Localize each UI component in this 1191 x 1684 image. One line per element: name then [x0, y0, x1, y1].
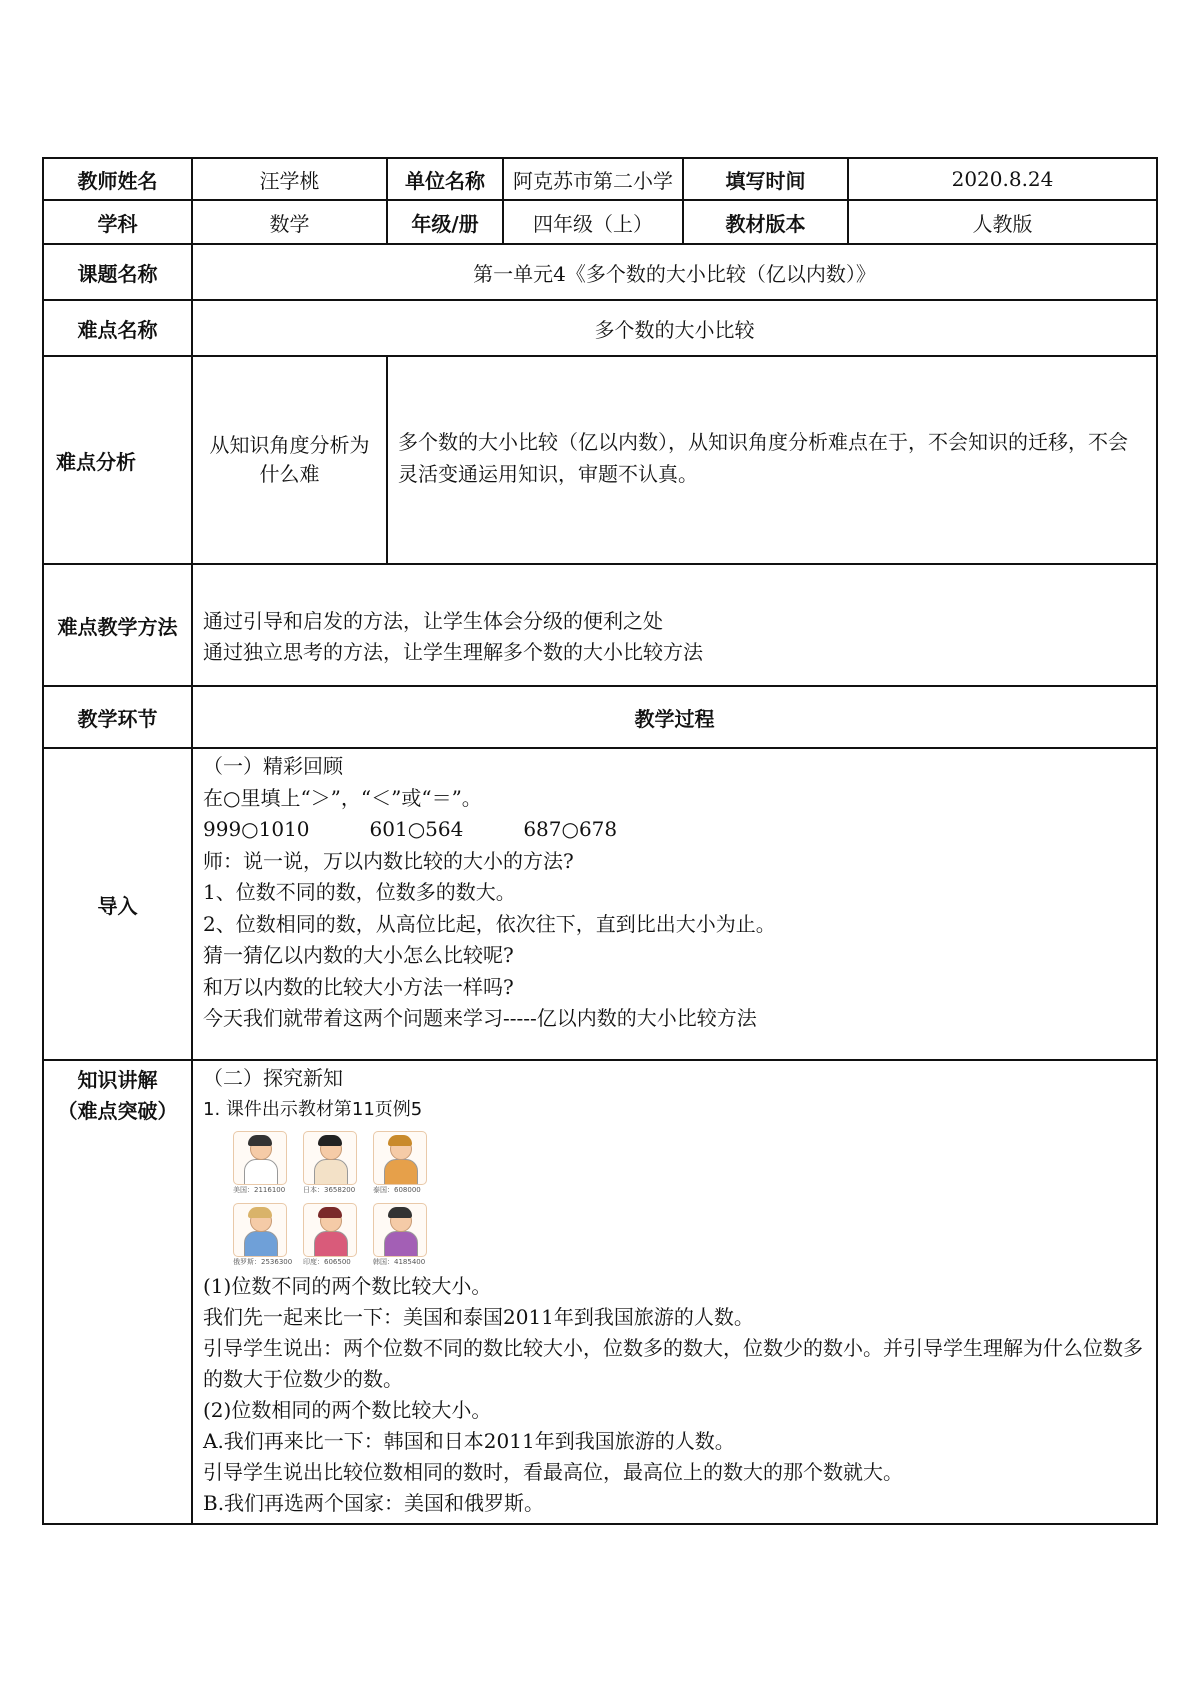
- country-figure-caption: 日本：3658200: [303, 1186, 356, 1194]
- difficulty-label: 难点名称: [43, 300, 192, 356]
- topic-value: 第一单元4《多个数的大小比较（亿以内数）》: [192, 244, 1157, 300]
- knowledge-label: [43, 1060, 192, 1524]
- knowledge-line: (2)位数相同的两个数比较大小。: [203, 1398, 492, 1422]
- edition-value: 人教版: [848, 200, 1157, 244]
- method-line: 通过独立思考的方法，让学生理解多个数的大小比较方法: [203, 640, 703, 664]
- country-figure: [373, 1131, 425, 1195]
- lesson-plan-sheet: [42, 157, 1156, 1525]
- intro-line: 在○里填上“＞”，“＜”或“＝”。: [203, 785, 482, 810]
- person-illustration-icon: [373, 1131, 427, 1185]
- intro-line: 猜一猜亿以内数的大小怎么比较呢?: [203, 943, 514, 967]
- knowledge-text: [192, 1060, 1157, 1524]
- knowledge-label-line1: 知识讲解: [77, 1068, 158, 1092]
- knowledge-line: 我们先一起来比一下：美国和泰国2011年到我国旅游的人数。: [203, 1305, 754, 1329]
- intro-text: [192, 748, 1157, 1060]
- intro-line: （一）精彩回顾: [203, 754, 343, 778]
- country-figure-caption: 印度：606500: [303, 1258, 351, 1266]
- difficulty-value: 多个数的大小比较: [192, 300, 1157, 356]
- unit-name-label: 单位名称: [387, 158, 503, 200]
- knowledge-heading: （二）探究新知: [203, 1066, 343, 1090]
- person-illustration-icon: [233, 1203, 287, 1257]
- intro-label: 导入: [43, 748, 192, 1060]
- analysis-text: 多个数的大小比较（亿以内数），从知识角度分析难点在于，不会知识的迁移，不会灵活变通运用知识，审题不认真。: [387, 356, 1157, 564]
- process-label: 教学过程: [192, 686, 1157, 748]
- edition-label: 教材版本: [683, 200, 848, 244]
- intro-row: [43, 748, 1157, 1060]
- grade-label: 年级/册: [387, 200, 503, 244]
- knowledge-line: A.我们再来比一下：韩国和日本2011年到我国旅游的人数。: [203, 1429, 735, 1453]
- subject-value: 数学: [192, 200, 387, 244]
- intro-line: 1、位数不同的数，位数多的数大。: [203, 880, 516, 904]
- country-figure: [233, 1203, 293, 1267]
- method-row: [43, 564, 1157, 686]
- country-figure-caption: 韩国：4185400: [373, 1258, 426, 1266]
- person-illustration-icon: [303, 1203, 357, 1257]
- knowledge-line: B.我们再选两个国家：美国和俄罗斯。: [203, 1491, 545, 1515]
- method-label: 难点教学方法: [43, 564, 192, 686]
- intro-line: 999○1010 601○564 687○678: [203, 817, 618, 841]
- country-figure: [303, 1203, 355, 1267]
- knowledge-label-line2: （难点突破）: [57, 1099, 178, 1123]
- intro-line: 2、位数相同的数，从高位比起，依次往下，直到比出大小为止。: [203, 911, 776, 936]
- method-text: [192, 564, 1157, 686]
- country-figure: [303, 1131, 355, 1195]
- process-stage-label: 教学环节: [43, 686, 192, 748]
- country-figures: [203, 1125, 1146, 1271]
- process-header-row: [43, 686, 1157, 748]
- analysis-sub-label: 从知识角度分析为什么难: [192, 356, 387, 564]
- knowledge-line: 引导学生说出比较位数相同的数时，看最高位，最高位上的数大的那个数就大。: [203, 1460, 903, 1484]
- intro-line: 和万以内数的比较大小方法一样吗?: [203, 974, 514, 999]
- knowledge-line: 引导学生说出：两个位数不同的数比较大小，位数多的数大，位数少的数小。并引导学生理解为什么位数多的数大于位数少的数。: [203, 1336, 1143, 1391]
- country-figure: [233, 1131, 285, 1195]
- difficulty-row: [43, 300, 1157, 356]
- header-row-1: [43, 158, 1157, 200]
- person-illustration-icon: [373, 1203, 427, 1257]
- analysis-label: 难点分析: [43, 356, 192, 564]
- method-line: 通过引导和启发的方法，让学生体会分级的便利之处: [203, 608, 663, 633]
- topic-label: 课题名称: [43, 244, 192, 300]
- country-figure-caption: 美国：2116100: [233, 1186, 286, 1194]
- intro-line: 今天我们就带着这两个问题来学习-----亿以内数的大小比较方法: [203, 1006, 757, 1030]
- teacher-name-value: 汪学桃: [192, 158, 387, 200]
- person-illustration-icon: [303, 1131, 357, 1185]
- header-row-2: [43, 200, 1157, 244]
- subject-label: 学科: [43, 200, 192, 244]
- topic-row: [43, 244, 1157, 300]
- grade-value: 四年级（上）: [503, 200, 683, 244]
- knowledge-row: [43, 1060, 1157, 1524]
- analysis-row: [43, 356, 1157, 564]
- lesson-plan-table: [42, 157, 1158, 1525]
- person-illustration-icon: [233, 1131, 287, 1185]
- fill-time-value: 2020.8.24: [848, 158, 1157, 200]
- country-figure-caption: 俄罗斯：2536300: [233, 1258, 293, 1266]
- country-figure-caption: 泰国：608000: [373, 1186, 421, 1194]
- teacher-name-label: 教师姓名: [43, 158, 192, 200]
- fill-time-label: 填写时间: [683, 158, 848, 200]
- unit-name-value: 阿克苏市第二小学: [503, 158, 683, 200]
- knowledge-line: (1)位数不同的两个数比较大小。: [203, 1274, 492, 1298]
- knowledge-item-1: 1. 课件出示教材第11页例5: [203, 1099, 423, 1120]
- intro-line: 师：说一说，万以内数比较的大小的方法?: [203, 848, 574, 873]
- country-figure: [373, 1203, 425, 1267]
